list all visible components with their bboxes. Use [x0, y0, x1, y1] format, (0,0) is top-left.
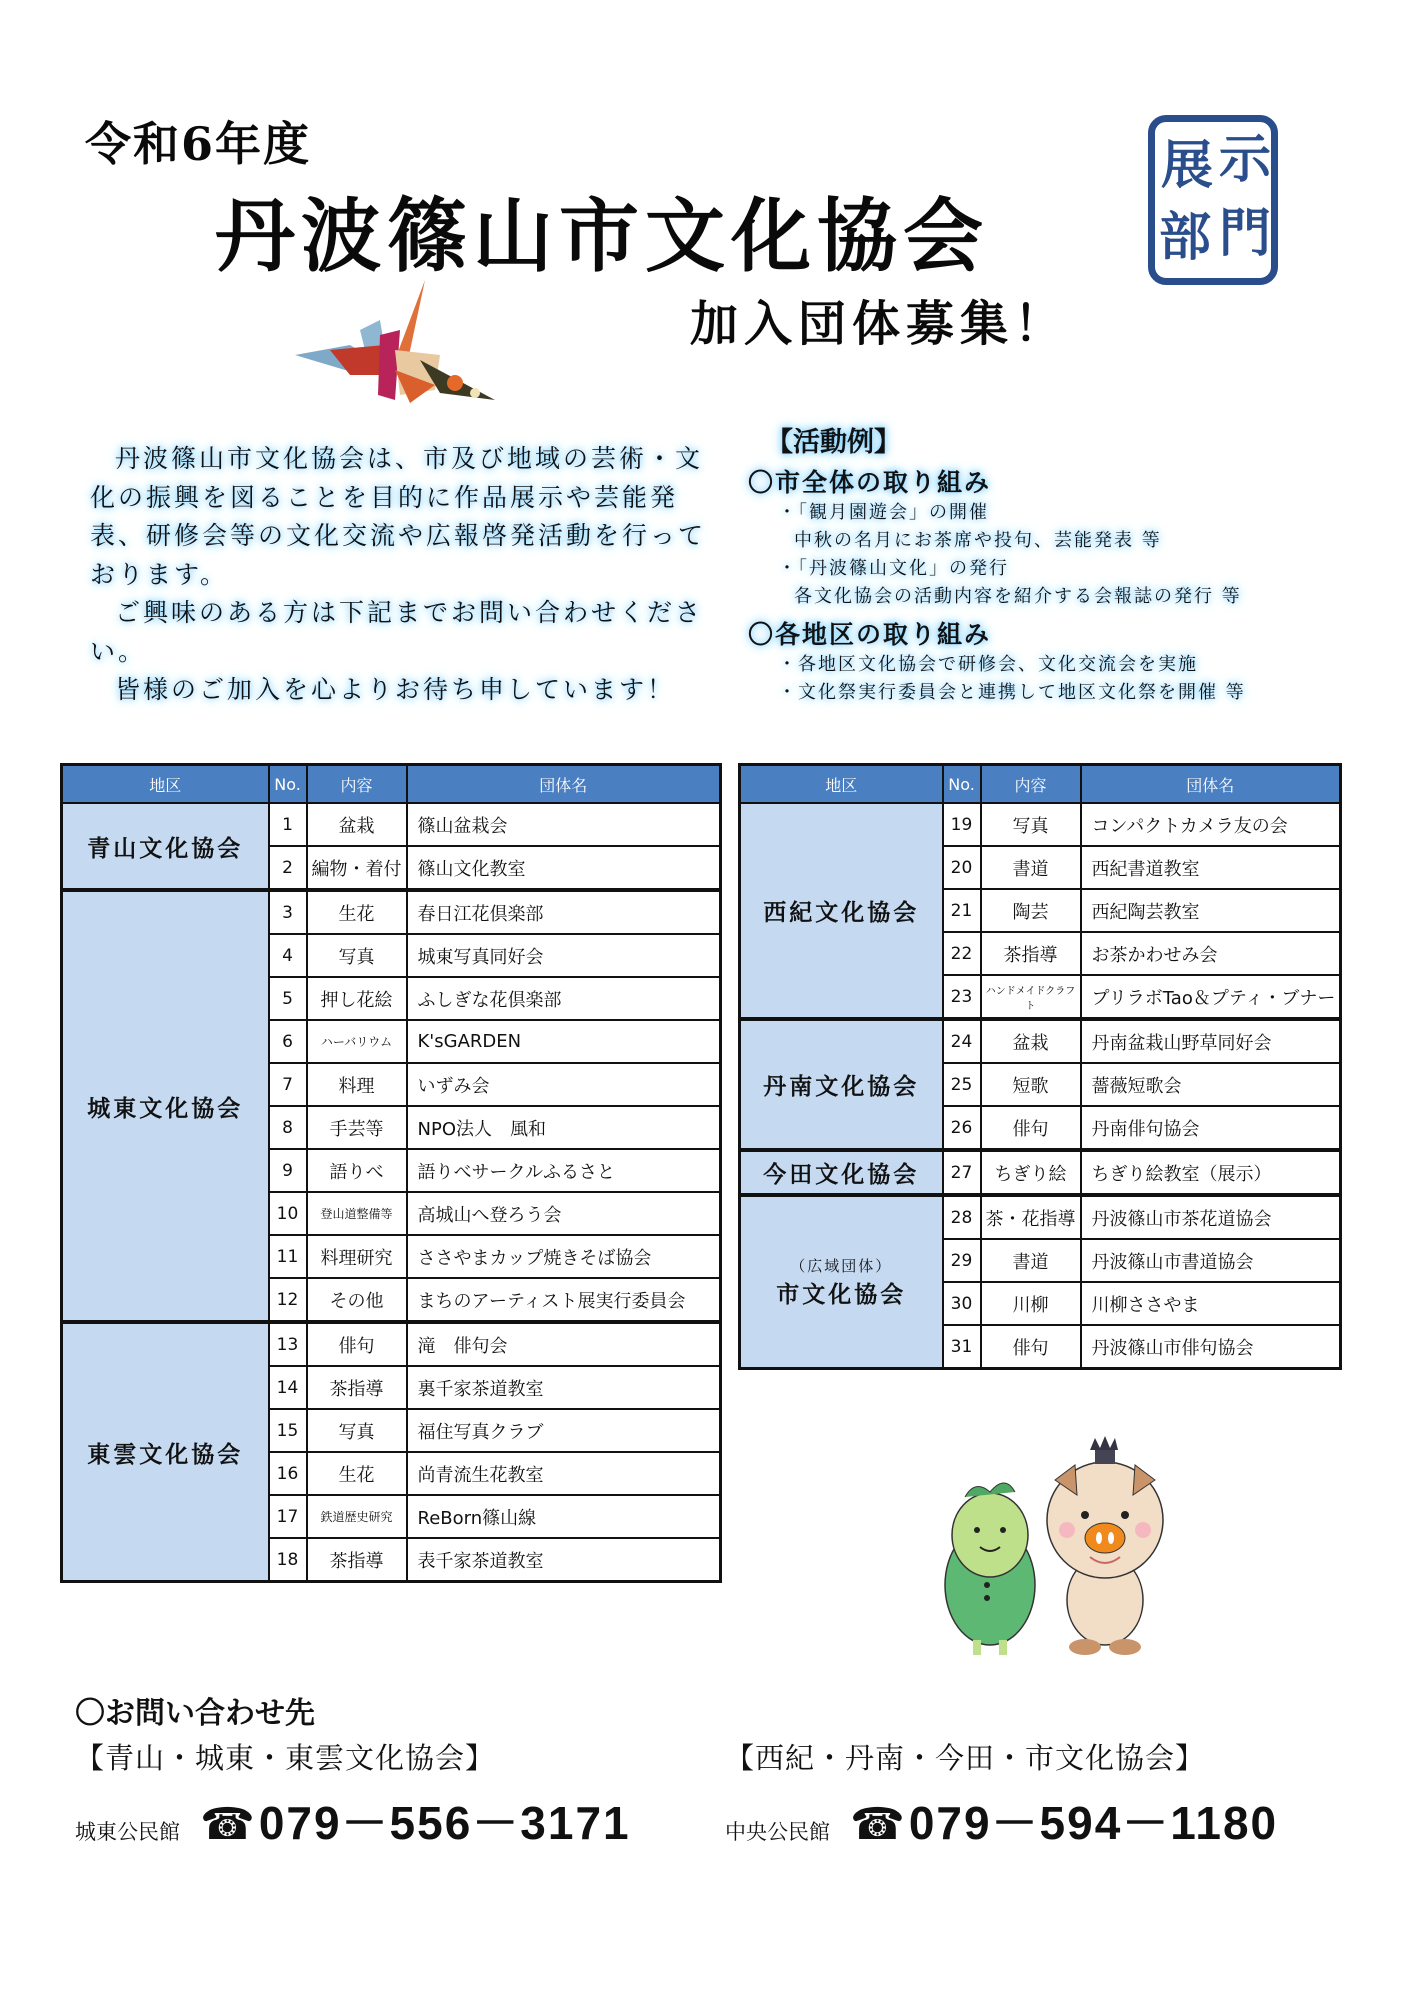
no-cell: 13 — [269, 1322, 307, 1366]
district-name: 西紀文化協会 — [763, 899, 920, 926]
category-cell: 生花 — [307, 890, 407, 934]
district-cell — [740, 1150, 943, 1195]
no-cell: 6 — [269, 1020, 307, 1063]
category-cell: 写真 — [307, 1409, 407, 1452]
no-cell: 7 — [269, 1063, 307, 1106]
page-title: 丹波篠山市文化協会 — [215, 189, 989, 283]
no-cell: 16 — [269, 1452, 307, 1495]
group-name-cell: まちのアーティスト展実行委員会 — [407, 1278, 721, 1322]
no-cell: 20 — [943, 846, 981, 889]
header-group-name: 団体名 — [407, 765, 721, 804]
no-cell: 25 — [943, 1063, 981, 1106]
category-cell: 俳句 — [981, 1325, 1081, 1369]
contact-title: 〇お問い合わせ先 — [75, 1696, 315, 1731]
no-cell: 8 — [269, 1106, 307, 1149]
district-name: 丹南文化協会 — [763, 1073, 920, 1100]
group-name-cell: 春日江花倶楽部 — [407, 890, 721, 934]
contact-block-east — [75, 1736, 631, 1853]
table-header-row — [62, 765, 721, 804]
page-subtitle: 加入団体募集！ — [690, 296, 1069, 352]
no-cell: 9 — [269, 1149, 307, 1192]
section-line: 各文化協会の活動内容を紹介する会報誌の発行 等 — [794, 586, 1242, 607]
header-category: 内容 — [981, 765, 1081, 804]
category-cell: 料理研究 — [307, 1235, 407, 1278]
header-category: 内容 — [307, 765, 407, 804]
district-name: 青山文化協会 — [87, 834, 244, 862]
group-name-cell: ささやまカップ焼きそば協会 — [407, 1235, 721, 1278]
header-no: No. — [943, 765, 981, 804]
telephone-icon: ☎ — [850, 1799, 905, 1850]
header-no: No. — [269, 765, 307, 804]
section-heading: 〇市全体の取り組み — [748, 468, 992, 497]
table-row — [62, 803, 721, 846]
table-header-row — [740, 765, 1341, 804]
group-name-cell: 高城山へ登ろう会 — [407, 1192, 721, 1235]
no-cell: 3 — [269, 890, 307, 934]
no-cell: 28 — [943, 1195, 981, 1239]
category-cell: 料理 — [307, 1063, 407, 1106]
no-cell: 29 — [943, 1239, 981, 1282]
category-cell: 書道 — [981, 1239, 1081, 1282]
group-name-cell: 城東写真同好会 — [407, 934, 721, 977]
group-name-cell: NPO法人 風和 — [407, 1106, 721, 1149]
category-cell: ハーバリウム — [307, 1020, 407, 1063]
activity-examples — [748, 420, 1308, 707]
category-cell: 茶・花指導 — [981, 1195, 1081, 1239]
no-cell: 5 — [269, 977, 307, 1020]
district-name: 城東文化協会 — [87, 1094, 244, 1122]
no-cell: 30 — [943, 1282, 981, 1325]
section-line: ・「丹波篠山文化」の発行 — [778, 558, 1009, 579]
contact-hall: 城東公民館 — [75, 1820, 180, 1844]
category-cell: 俳句 — [307, 1322, 407, 1366]
group-name-cell: 篠山文化教室 — [407, 846, 721, 890]
category-cell: 茶指導 — [307, 1366, 407, 1409]
stamp-char: 門 — [1219, 203, 1272, 264]
group-name-cell: 薔薇短歌会 — [1081, 1063, 1341, 1106]
category-cell: 短歌 — [981, 1063, 1081, 1106]
district-cell — [740, 1195, 943, 1369]
category-cell: 茶指導 — [307, 1538, 407, 1582]
group-name-cell: 福住写真クラブ — [407, 1409, 721, 1452]
group-name-cell: いずみ会 — [407, 1063, 721, 1106]
section-heading: 〇各地区の取り組み — [748, 620, 992, 649]
group-name-cell: 西紀書道教室 — [1081, 846, 1341, 889]
contact-group: 【西紀・丹南・今田・市文化協会】 — [725, 1741, 1206, 1775]
category-cell: 押し花絵 — [307, 977, 407, 1020]
mascot-characters-icon — [925, 1435, 1175, 1665]
group-name-cell: ちぎり絵教室（展示） — [1081, 1150, 1341, 1195]
category-cell: 登山道整備等 — [307, 1192, 407, 1235]
group-name-cell: 表千家茶道教室 — [407, 1538, 721, 1582]
contact-group: 【青山・城東・東雲文化協会】 — [75, 1741, 496, 1775]
district-cell — [62, 890, 269, 1322]
contact-block-west — [725, 1736, 1278, 1853]
category-cell: ハンドメイドクラフト — [981, 975, 1081, 1019]
group-name-cell: K'sGARDEN — [407, 1020, 721, 1063]
table-row — [62, 1322, 721, 1366]
no-cell: 14 — [269, 1366, 307, 1409]
group-name-cell: 尚青流生花教室 — [407, 1452, 721, 1495]
district-name: 市文化協会 — [776, 1281, 907, 1308]
header-group-name: 団体名 — [1081, 765, 1341, 804]
stamp-char: 部 — [1159, 207, 1212, 268]
category-cell: 盆栽 — [307, 803, 407, 846]
category-cell: 写真 — [981, 803, 1081, 846]
category-cell: ちぎり絵 — [981, 1150, 1081, 1195]
district-name: 東雲文化協会 — [87, 1440, 244, 1468]
intro-paragraph: ご興味のある方は下記までお問い合わせください。 — [90, 598, 704, 666]
section-line: 中秋の名月にお茶席や投句、芸能発表 等 — [794, 530, 1162, 551]
stamp-char: 展 — [1161, 135, 1214, 196]
no-cell: 10 — [269, 1192, 307, 1235]
category-cell: 編物・着付 — [307, 846, 407, 890]
section-line: ・文化祭実行委員会と連携して地区文化祭を開催 等 — [778, 682, 1246, 703]
section-line: ・「観月園遊会」の開催 — [778, 502, 989, 523]
category-cell: 陶芸 — [981, 889, 1081, 932]
no-cell: 1 — [269, 803, 307, 846]
category-cell: 語りべ — [307, 1149, 407, 1192]
fiscal-year: 令和6年度 — [85, 117, 312, 171]
table-row — [740, 1195, 1341, 1239]
no-cell: 23 — [943, 975, 981, 1019]
no-cell: 27 — [943, 1150, 981, 1195]
district-cell — [740, 1019, 943, 1150]
member-groups-table-left — [60, 763, 722, 1583]
category-cell: 鉄道歴史研究 — [307, 1495, 407, 1538]
header-district: 地区 — [62, 765, 269, 804]
category-cell: 書道 — [981, 846, 1081, 889]
no-cell: 17 — [269, 1495, 307, 1538]
category-cell: 川柳 — [981, 1282, 1081, 1325]
group-name-cell: プリラボTao＆プティ・ブナー — [1081, 975, 1341, 1019]
category-cell: 俳句 — [981, 1106, 1081, 1150]
district-name: 今田文化協会 — [763, 1161, 920, 1188]
group-name-cell: コンパクトカメラ友の会 — [1081, 803, 1341, 846]
intro-text — [90, 440, 720, 710]
exhibition-division-stamp — [1148, 115, 1278, 285]
no-cell: 15 — [269, 1409, 307, 1452]
no-cell: 22 — [943, 932, 981, 975]
member-groups-table-right — [738, 763, 1342, 1370]
table-row — [740, 1019, 1341, 1063]
group-name-cell: 西紀陶芸教室 — [1081, 889, 1341, 932]
table-row — [62, 890, 721, 934]
intro-paragraph: 丹波篠山市文化協会は、市及び地域の芸術・文化の振興を図ることを目的に作品展示や芸能発表、研修会等の文化交流や広報啓発活動を行っております。 — [90, 444, 707, 589]
table-row — [740, 1150, 1341, 1195]
group-name-cell: 滝 俳句会 — [407, 1322, 721, 1366]
district-cell — [740, 803, 943, 1019]
category-cell: 写真 — [307, 934, 407, 977]
origami-crane-icon — [290, 275, 500, 405]
category-cell: 手芸等 — [307, 1106, 407, 1149]
no-cell: 18 — [269, 1538, 307, 1582]
district-cell — [62, 1322, 269, 1582]
group-name-cell: 川柳ささやま — [1081, 1282, 1341, 1325]
group-name-cell: 丹波篠山市茶花道協会 — [1081, 1195, 1341, 1239]
header-district: 地区 — [740, 765, 943, 804]
group-name-cell: 丹波篠山市書道協会 — [1081, 1239, 1341, 1282]
no-cell: 19 — [943, 803, 981, 846]
group-name-cell: 丹南盆栽山野草同好会 — [1081, 1019, 1341, 1063]
district-note: （広域団体） — [790, 1257, 893, 1275]
contact-phone[interactable]: 079－556－3171 — [258, 1797, 631, 1849]
category-cell: 盆栽 — [981, 1019, 1081, 1063]
no-cell: 2 — [269, 846, 307, 890]
group-name-cell: ReBorn篠山線 — [407, 1495, 721, 1538]
no-cell: 24 — [943, 1019, 981, 1063]
no-cell: 31 — [943, 1325, 981, 1369]
contact-hall: 中央公民館 — [725, 1820, 830, 1844]
contact-phone[interactable]: 079－594－1180 — [908, 1797, 1279, 1849]
no-cell: 12 — [269, 1278, 307, 1322]
intro-paragraph: 皆様のご加入を心よりお待ち申しています！ — [115, 675, 676, 704]
group-name-cell: ふしぎな花倶楽部 — [407, 977, 721, 1020]
group-name-cell: お茶かわせみ会 — [1081, 932, 1341, 975]
no-cell: 11 — [269, 1235, 307, 1278]
category-cell: 茶指導 — [981, 932, 1081, 975]
table-row — [740, 803, 1341, 846]
group-name-cell: 篠山盆栽会 — [407, 803, 721, 846]
group-name-cell: 語りべサークルふるさと — [407, 1149, 721, 1192]
contact-section — [75, 1688, 1365, 1850]
group-name-cell: 裏千家茶道教室 — [407, 1366, 721, 1409]
no-cell: 26 — [943, 1106, 981, 1150]
no-cell: 4 — [269, 934, 307, 977]
telephone-icon: ☎ — [200, 1799, 255, 1850]
group-name-cell: 丹南俳句協会 — [1081, 1106, 1341, 1150]
section-line: ・各地区文化協会で研修会、文化交流会を実施 — [778, 654, 1198, 675]
group-name-cell: 丹波篠山市俳句協会 — [1081, 1325, 1341, 1369]
category-cell: その他 — [307, 1278, 407, 1322]
category-cell: 生花 — [307, 1452, 407, 1495]
district-cell — [62, 803, 269, 890]
stamp-char: 示 — [1219, 129, 1272, 190]
no-cell: 21 — [943, 889, 981, 932]
activity-examples-title: 【活動例】 — [766, 427, 901, 458]
